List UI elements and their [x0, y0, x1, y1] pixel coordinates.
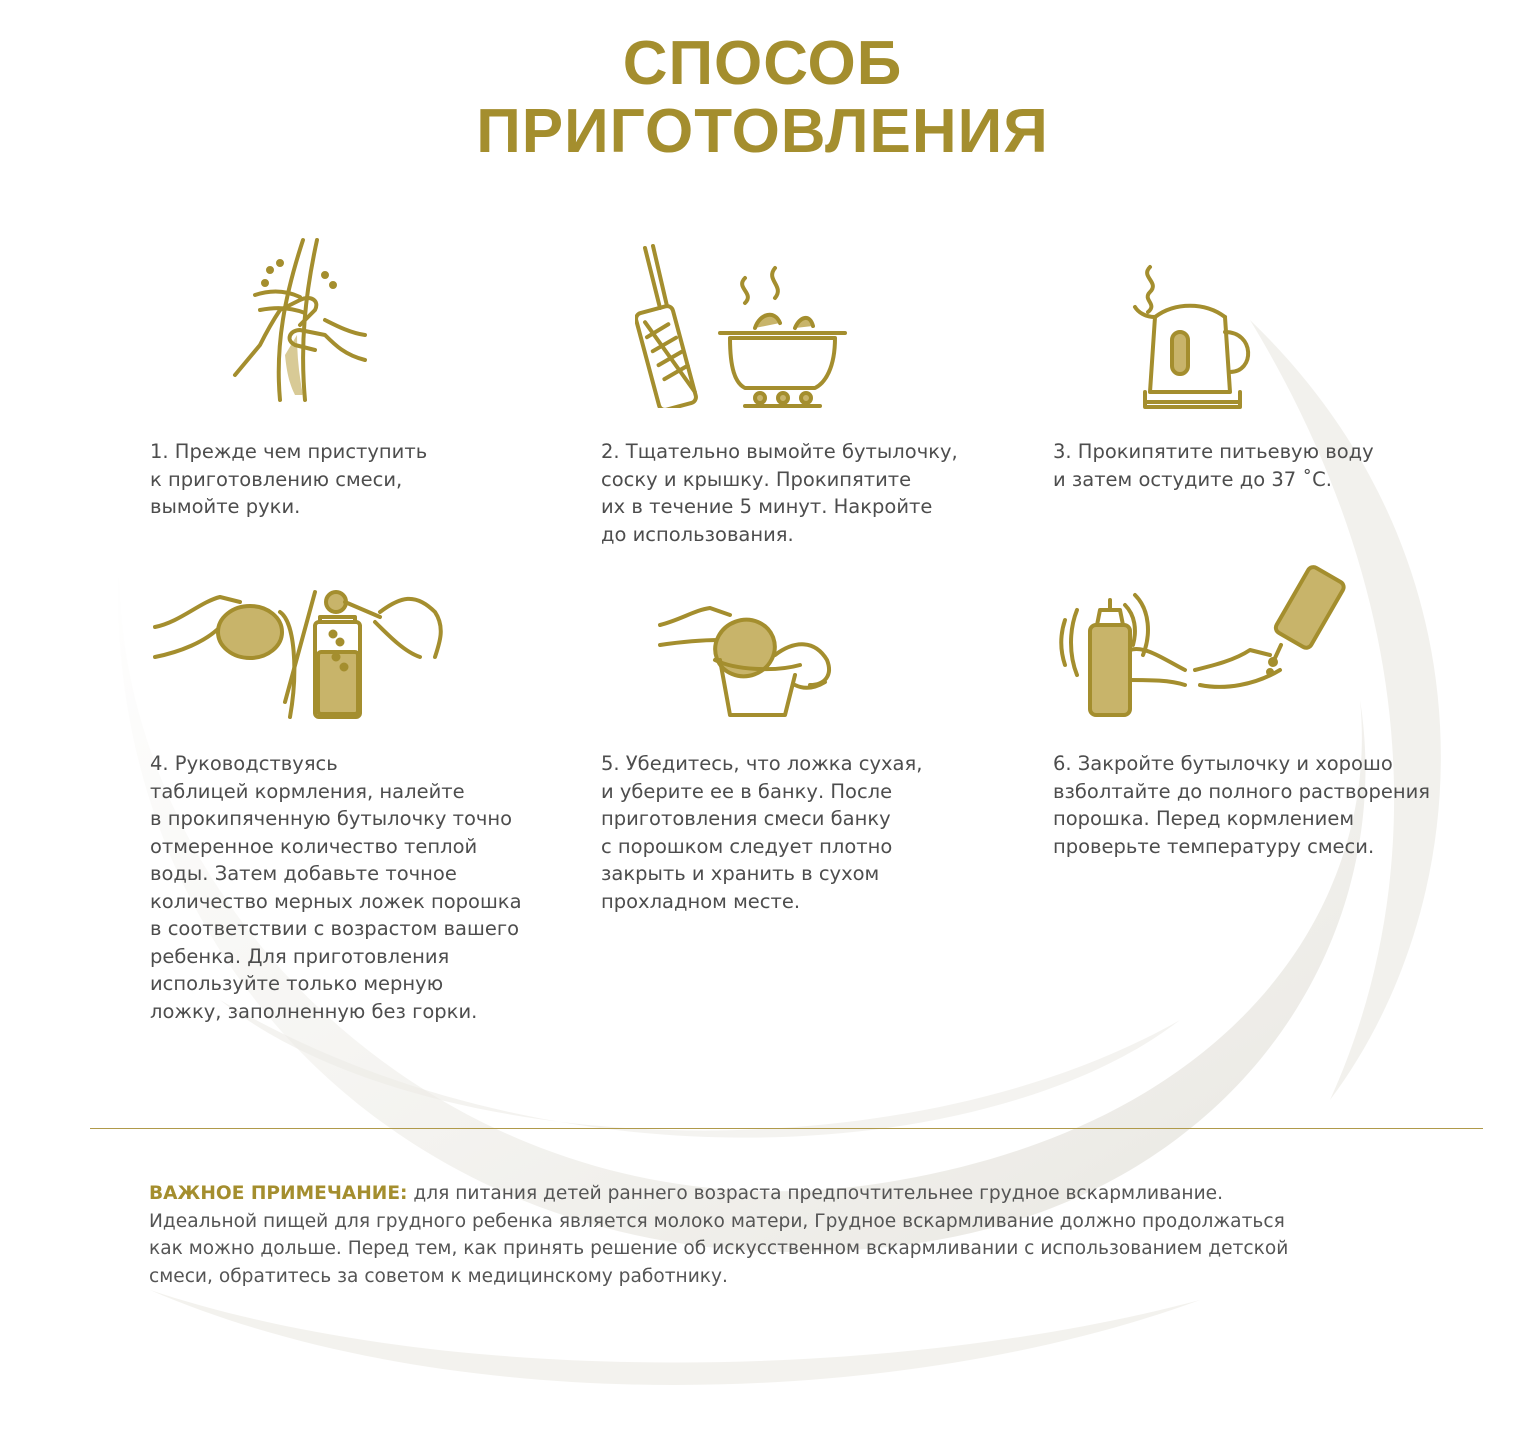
step-6-line: порошка. Перед кормлением [1053, 807, 1355, 830]
note-first-text: для питания детей раннего возраста предпочтительнее грудное вскармливание. [407, 1183, 1224, 1204]
step-6-line: 6. Закройте бутылочку и хорошо [1053, 752, 1393, 775]
step-4-text [150, 750, 522, 1025]
step-4-line: ложку, заполненную без горки. [150, 999, 478, 1023]
step-4-line: 4. Руководствуясь [150, 752, 338, 775]
section-divider [90, 1128, 1483, 1129]
step-4-line: в прокипяченную бутылочку точно [150, 807, 513, 830]
step-1-text [150, 438, 427, 521]
closing-can-lid-icon [655, 600, 835, 720]
step-4-line: ребенка. Для приготовления [150, 944, 450, 968]
step-3-line: и затем остудите до 37 ˚С. [1053, 467, 1332, 491]
step-5-line: приготовления смеси банку [601, 807, 891, 830]
step-3-line: 3. Прокипятите питьевую воду [1053, 440, 1374, 463]
step-6-line: взболтайте до полного растворения [1053, 779, 1430, 803]
important-note [149, 1180, 1409, 1290]
step-1-line: вымойте руки. [150, 495, 301, 518]
step-2-line: до использования. [601, 522, 794, 546]
kettle-icon [1130, 262, 1260, 412]
step-2-line: их в течение 5 минут. Накройте [601, 495, 933, 518]
step-1-line: к приготовлению смеси, [150, 467, 403, 491]
step-4-line: таблицей кормления, налейте [150, 779, 465, 803]
step-5-line: 5. Убедитесь, что ложка сухая, [601, 752, 923, 775]
step-6-line: проверьте температуру смеси. [1053, 834, 1375, 858]
step-3-text [1053, 438, 1374, 493]
note-line: как можно дольше. Перед тем, как принять решение об искусственном вскармливании с использованием детской [149, 1238, 1289, 1259]
step-4-line: отмеренное количество теплой [150, 834, 478, 858]
step-1-line: 1. Прежде чем приступить [150, 440, 428, 463]
note-line: смеси, обратитесь за советом к медицинскому работнику. [149, 1265, 728, 1287]
step-2-line: 2. Тщательно вымойте бутылочку, [601, 440, 958, 463]
bottle-brush-and-boiling-pot-icon [635, 238, 855, 408]
note-first-line [149, 1180, 1409, 1208]
step-5-line: закрыть и хранить в сухом [601, 862, 880, 885]
step-6-text [1053, 750, 1430, 860]
step-4-line: количество мерных ложек порошка [150, 889, 522, 913]
shaking-bottle-and-testing-temperature-icon [1055, 550, 1355, 720]
title-line-2: ПРИГОТОВЛЕНИЯ [476, 97, 1049, 166]
note-line: Идеальной пищей для грудного ребенка является молоко матери, Грудное вскармливание должно продолжаться [149, 1210, 1285, 1232]
step-4-line: воды. Затем добавьте точное [150, 862, 457, 885]
note-label: ВАЖНОЕ ПРИМЕЧАНИЕ: [149, 1183, 408, 1204]
step-5-line: с порошком следует плотно [601, 834, 893, 858]
step-4-line: используйте только мерную [150, 972, 444, 995]
step-2-text [601, 438, 958, 548]
page-title [0, 30, 1525, 166]
step-4-line: в соответствии с возрастом вашего [150, 917, 520, 940]
measuring-powder-into-bottle-icon [150, 572, 450, 722]
title-line-1: СПОСОБ [622, 29, 903, 98]
hand-washing-icon [225, 235, 375, 405]
step-5-line: и уберите ее в банку. После [601, 779, 893, 803]
step-5-text [601, 750, 922, 915]
step-5-line: прохладном месте. [601, 889, 801, 913]
step-2-line: соску и крышку. Прокипятите [601, 467, 912, 491]
